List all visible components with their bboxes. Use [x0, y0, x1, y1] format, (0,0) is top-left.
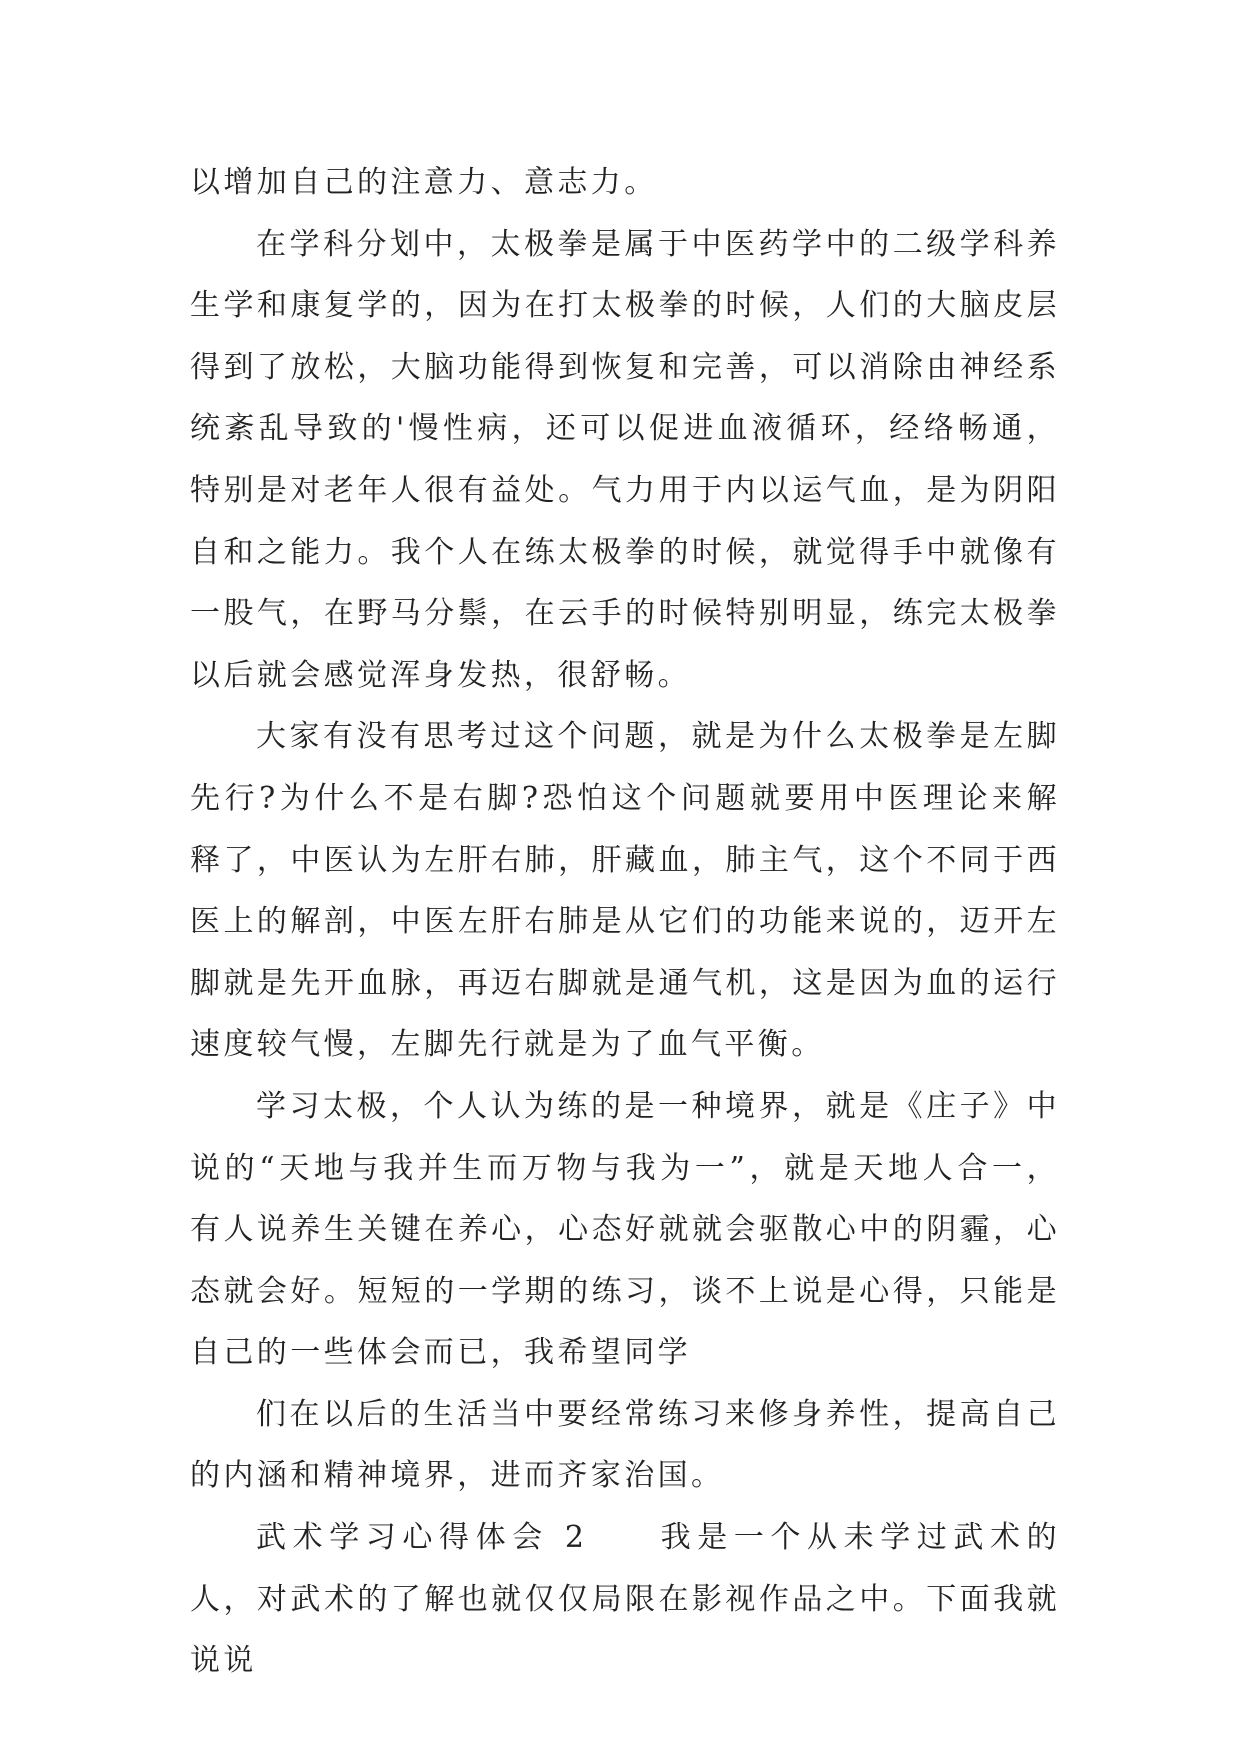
paragraph-realm: 学习太极，个人认为练的是一种境界，就是《庄子》中说的“天地与我并生而万物与我为一”，就是天地人合一，有人说养生关键在养心，心态好就就会驱散心中的阴霾，心态就会好。短短的一学期的练习，谈不上说是心得，只能是自己的一些体会而已，我希望同学	[190, 1088, 1060, 1371]
paragraph-continuation: 以增加自己的注意力、意志力。	[190, 165, 658, 200]
document-body	[190, 152, 1060, 1692]
paragraph-taiji-health: 在学科分划中，太极拳是属于中医药学中的二级学科养生学和康复学的，因为在打太极拳的时候，人们的大脑皮层得到了放松，大脑功能得到恢复和完善，可以消除由神经系统紊乱导致的'慢性病，还可以促进血液循环，经络畅通，特别是对老年人很有益处。气力用于内以运气血，是为阴阳自和之能力。我个人在练太极拳的时候，就觉得手中就像有一股气，在野马分鬃，在云手的时候特别明显，练完太极拳以后就会感觉浑身发热，很舒畅。	[190, 226, 1060, 693]
section-opening-text: 我是一个从未学过武术的人，对武术的了解也就仅仅局限在影视作品之中。下面我就说说	[190, 1520, 1061, 1679]
section-heading: 武术学习心得体会 2	[256, 1520, 588, 1556]
paragraph-left-foot: 大家有没有思考过这个问题，就是为什么太极拳是左脚先行?为什么不是右脚?恐怕这个问题就要用中医理论来解释了，中医认为左肝右肺，肝藏血，肺主气，这个不同于西医上的解剖，中医左肝右肺是从它们的功能来说的，迈开左脚就是先开血脉，再迈右脚就是通气机，这是因为血的运行速度较气慢，左脚先行就是为了血气平衡。	[190, 719, 1060, 1063]
paragraph-classmates: 们在以后的生活当中要经常练习来修身养性，提高自己的内涵和精神境界，进而齐家治国。	[190, 1396, 1060, 1494]
paragraph-next-essay	[190, 1507, 1060, 1692]
